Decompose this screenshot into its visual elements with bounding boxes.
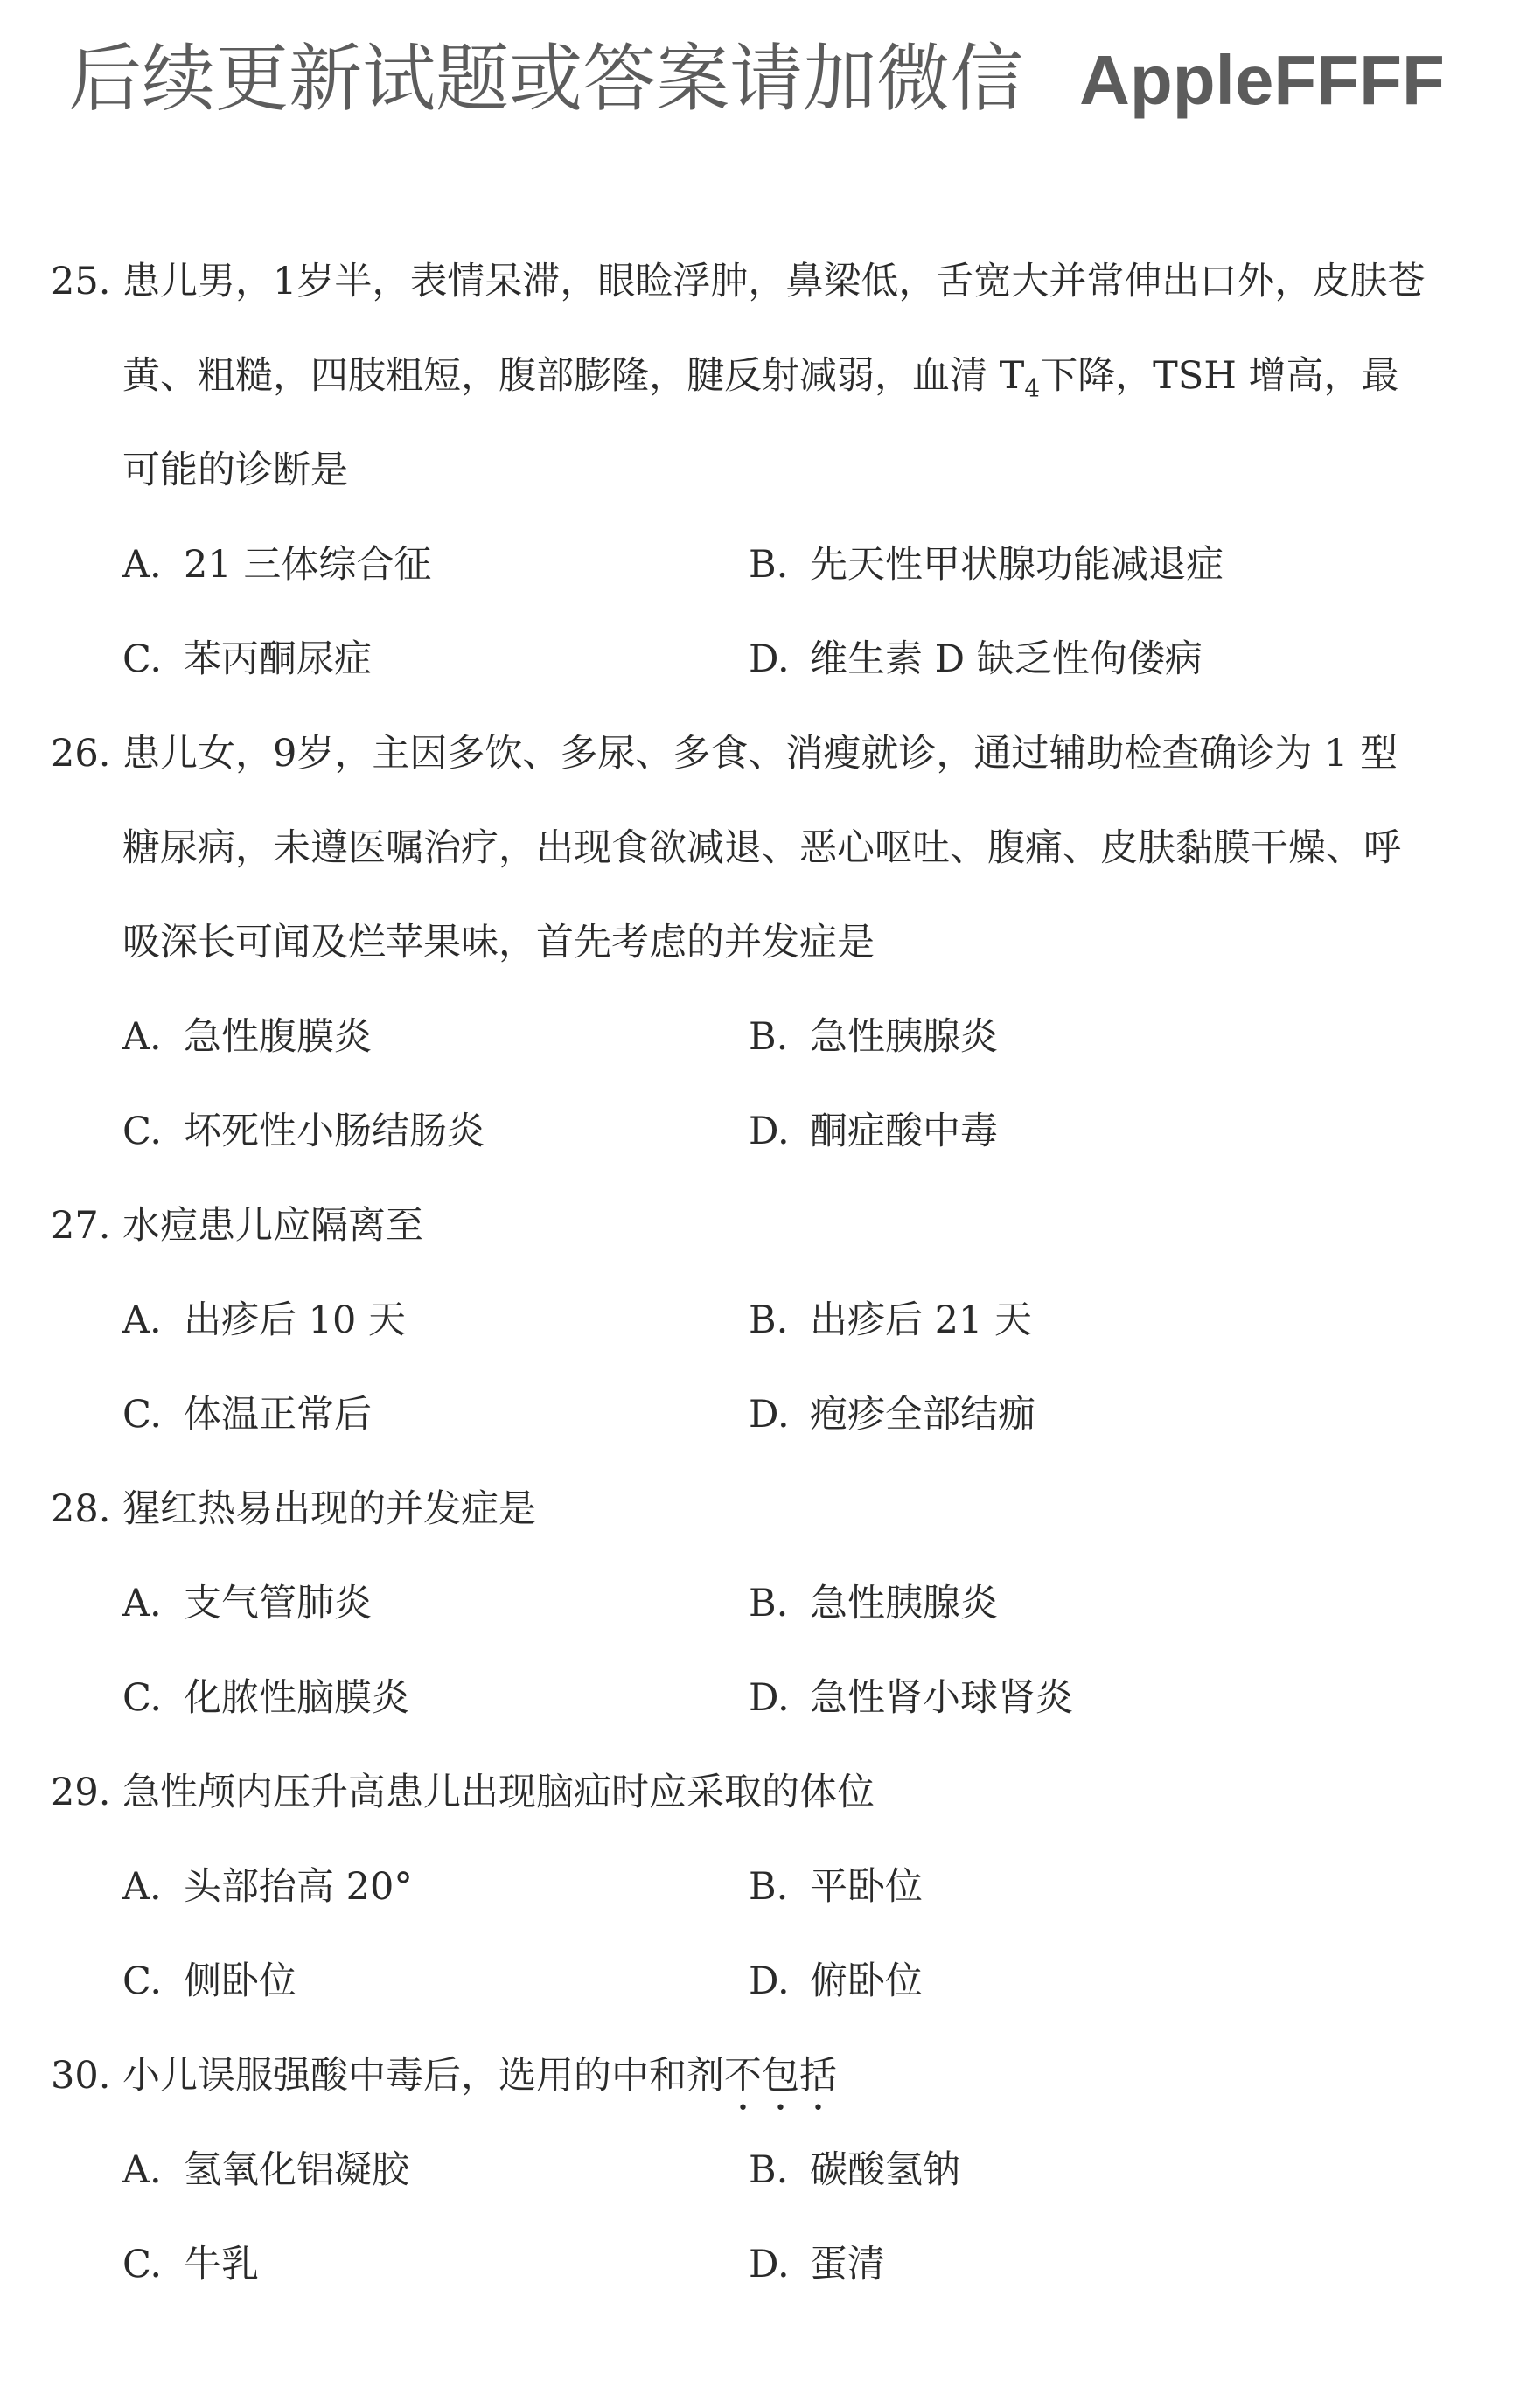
question-text: 患儿女，9岁，主因多饮、多尿、多食、消瘦就诊，通过辅助检查确诊为 1 型糖尿病，未遵医嘱治疗，出现食欲减退、恶心呕吐、腹痛、皮肤黏膜干燥、呼吸深长可闻及烂苹果味，首先考虑的并发症是: [122, 732, 1401, 964]
option-b: [749, 1556, 1396, 1651]
option-c: [122, 1084, 749, 1179]
stem-subscript: 4: [1024, 373, 1041, 403]
question-number: 26.: [51, 732, 111, 776]
option-letter: A.: [122, 1015, 162, 1059]
option-letter: C.: [122, 637, 163, 681]
option-text: 急性胰腺炎: [810, 1015, 998, 1059]
option-b: [749, 518, 1396, 612]
emphasized-stem-part: 不包括: [724, 2054, 837, 2098]
question-text: [122, 234, 1468, 518]
option-a: [122, 518, 749, 612]
option-c: [122, 1651, 749, 1745]
option-letter: B.: [749, 2148, 789, 2192]
option-a: [122, 1556, 749, 1651]
option-c: [122, 1368, 749, 1462]
option-letter: D.: [749, 1110, 790, 1153]
question-text: 水痘患儿应隔离至: [122, 1204, 423, 1248]
option-letter: C.: [122, 1393, 163, 1437]
option-text: 支气管肺炎: [184, 1582, 372, 1625]
option-text: 蛋清: [810, 2243, 885, 2286]
option-text: 化脓性脑膜炎: [184, 1676, 409, 1720]
question-stem: [51, 234, 1468, 518]
option-text: 氢氧化铝凝胶: [184, 2148, 409, 2192]
option-text: 头部抬高 20°: [184, 1865, 413, 1909]
option-letter: C.: [122, 1959, 163, 2003]
option-letter: A.: [122, 543, 162, 587]
option-letter: B.: [749, 543, 789, 587]
question-27: [51, 1179, 1468, 1462]
option-text: 急性腹膜炎: [184, 1015, 372, 1059]
option-text: 侧卧位: [184, 1959, 296, 2003]
option-text: 维生素 D 缺乏性佝偻病: [810, 637, 1203, 681]
question-text: [122, 2029, 1468, 2123]
question-list: [51, 234, 1468, 2312]
option-b: [749, 1840, 1396, 1934]
question-stem: [51, 706, 1468, 990]
option-letter: D.: [749, 1959, 790, 2003]
option-text: 疱疹全部结痂: [810, 1393, 1035, 1437]
option-letter: B.: [749, 1015, 789, 1059]
option-letter: B.: [749, 1582, 789, 1625]
option-letter: A.: [122, 1582, 162, 1625]
question-26: [51, 706, 1468, 1179]
option-c: [122, 1934, 749, 2029]
option-text: 坏死性小肠结肠炎: [184, 1110, 485, 1153]
banner-chinese-text: 后续更新试题或答案请加微信: [68, 36, 1024, 122]
option-text: 出疹后 21 天: [810, 1298, 1033, 1342]
option-c: [122, 2217, 749, 2312]
option-text: 苯丙酮尿症: [184, 637, 372, 681]
option-letter: D.: [749, 1393, 790, 1437]
option-text: 急性肾小球肾炎: [810, 1676, 1073, 1720]
option-b: [749, 990, 1396, 1084]
question-text: 猩红热易出现的并发症是: [122, 1487, 536, 1531]
option-letter: A.: [122, 1298, 162, 1342]
option-text: 21 三体综合征: [184, 543, 432, 587]
option-text: 俯卧位: [810, 1959, 923, 2003]
question-stem: [51, 1179, 1468, 1273]
option-d: [749, 1651, 1396, 1745]
option-d: [749, 612, 1396, 706]
option-b: [749, 1273, 1396, 1368]
option-letter: D.: [749, 2243, 790, 2286]
question-28: [51, 1462, 1468, 1745]
option-grid: [122, 1840, 1468, 2029]
option-letter: C.: [122, 1110, 163, 1153]
option-d: [749, 2217, 1396, 2312]
question-number: 30.: [51, 2054, 111, 2098]
option-text: 碳酸氢钠: [810, 2148, 960, 2192]
option-grid: [122, 990, 1468, 1179]
option-letter: A.: [122, 2148, 162, 2192]
option-letter: B.: [749, 1865, 789, 1909]
option-letter: D.: [749, 1676, 790, 1720]
question-number: 28.: [51, 1487, 111, 1531]
option-grid: [122, 518, 1468, 706]
option-letter: C.: [122, 1676, 163, 1720]
question-stem: [51, 1745, 1468, 1840]
option-text: 平卧位: [810, 1865, 923, 1909]
option-d: [749, 1368, 1396, 1462]
option-a: [122, 990, 749, 1084]
option-b: [749, 2123, 1396, 2217]
option-a: [122, 2123, 749, 2217]
option-letter: B.: [749, 1298, 789, 1342]
question-number: 27.: [51, 1204, 111, 1248]
question-29: [51, 1745, 1468, 2029]
question-stem: [51, 2029, 1468, 2123]
question-number: 29.: [51, 1771, 111, 1814]
option-text: 体温正常后: [184, 1393, 372, 1437]
question-25: [51, 234, 1468, 706]
option-grid: [122, 1556, 1468, 1745]
question-30: [51, 2029, 1468, 2312]
stem-part: 患儿男，1岁半，表情呆滞，眼睑浮肿，鼻梁低，舌宽大并常伸出口外，皮肤苍黄、粗糙，四肢粗短，腹部膨隆，腱反射减弱，血清 T: [122, 260, 1426, 398]
question-text: 急性颅内压升高患儿出现脑疝时应采取的体位: [122, 1771, 875, 1814]
option-c: [122, 612, 749, 706]
banner-wechat-id: AppleFFFF: [1079, 41, 1445, 119]
option-grid: [122, 1273, 1468, 1462]
option-a: [122, 1840, 749, 1934]
question-stem: [51, 1462, 1468, 1556]
question-number: 25.: [51, 260, 111, 303]
option-text: 酮症酸中毒: [810, 1110, 998, 1153]
stem-part: 小儿误服强酸中毒后，选用的中和剂: [122, 2054, 724, 2098]
option-d: [749, 1934, 1396, 2029]
option-letter: A.: [122, 1865, 162, 1909]
option-grid: [122, 2123, 1468, 2312]
option-text: 急性胰腺炎: [810, 1582, 998, 1625]
option-a: [122, 1273, 749, 1368]
option-letter: D.: [749, 637, 790, 681]
option-text: 先天性甲状腺功能减退症: [810, 543, 1224, 587]
watermark-banner: [0, 26, 1513, 133]
option-text: 出疹后 10 天: [184, 1298, 407, 1342]
option-letter: C.: [122, 2243, 163, 2286]
stem-part: 下降，TSH 增高，最可能的诊断是: [122, 354, 1399, 492]
option-text: 牛乳: [184, 2243, 259, 2286]
option-d: [749, 1084, 1396, 1179]
